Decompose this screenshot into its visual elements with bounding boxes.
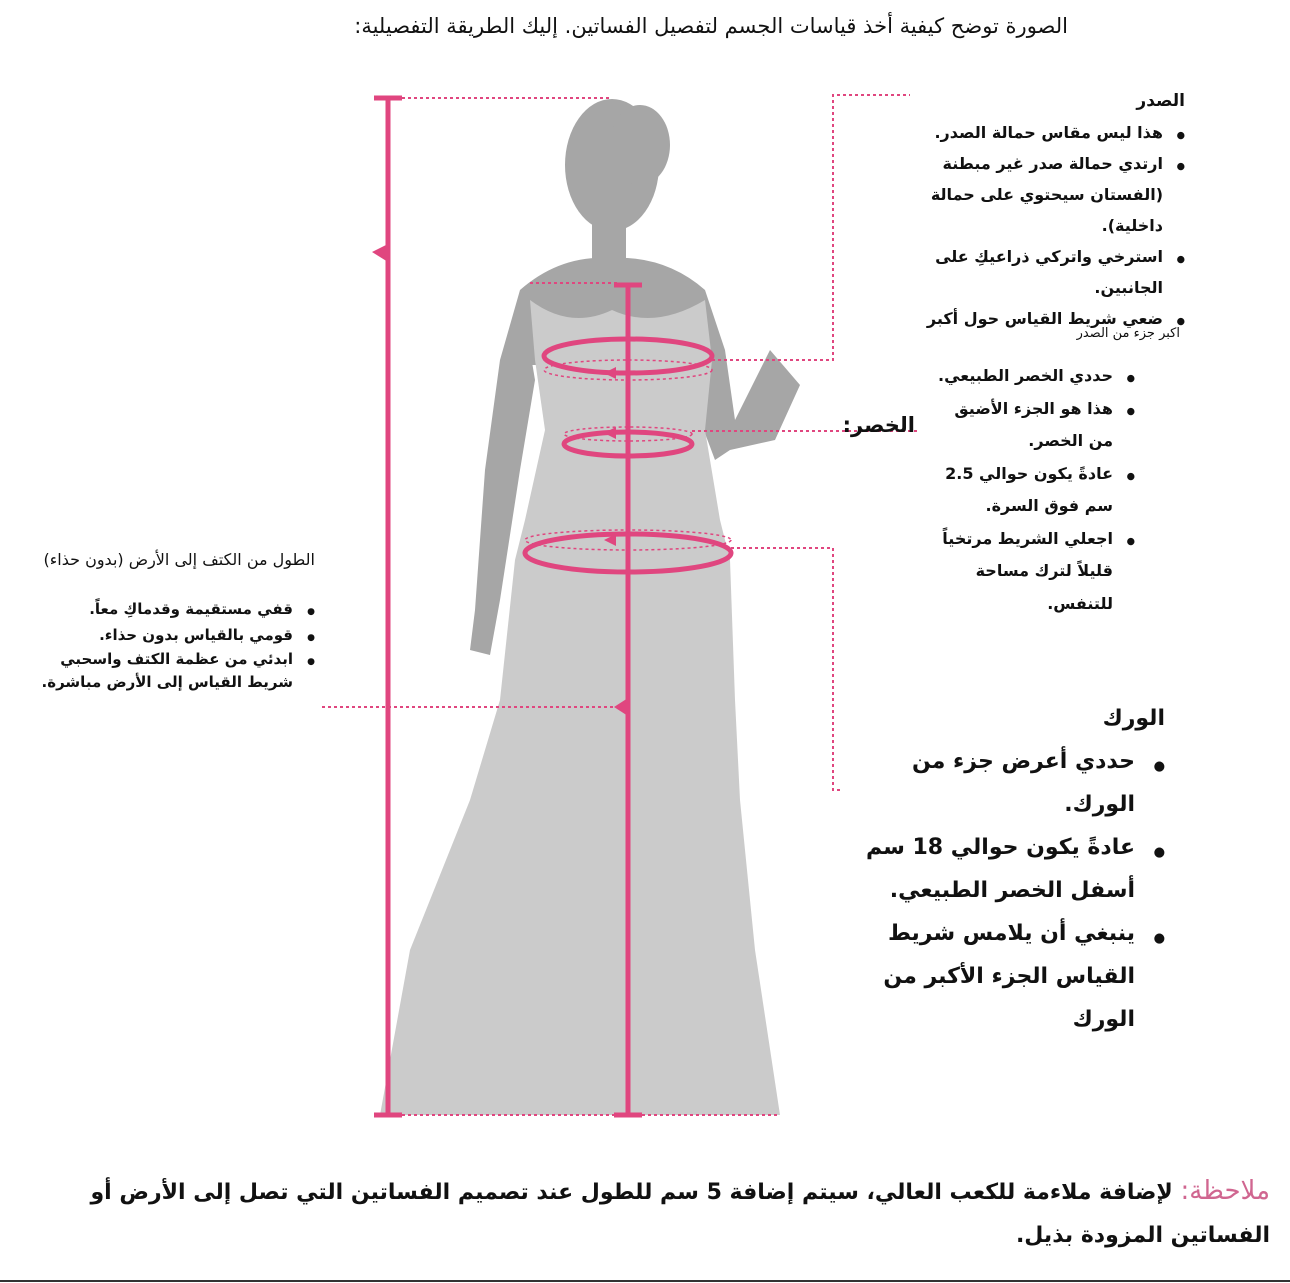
- list-item: ● حددي الخصر الطبيعي.: [930, 360, 1135, 393]
- list-item: ● هذا ليس مقاس حمالة الصدر.: [885, 117, 1185, 148]
- dress-silhouette: [380, 99, 800, 1115]
- list-item: ● عادةً يكون حوالي 18 سم أسفل الخصر الطبيعي.: [835, 826, 1165, 912]
- bust-leader-line: [712, 95, 910, 360]
- hip-list: [835, 740, 1165, 1041]
- note-section: [40, 1170, 1270, 1257]
- waist-section: [930, 360, 1135, 620]
- bust-list: [885, 117, 1185, 334]
- length-list: [15, 596, 315, 694]
- bust-section: [885, 86, 1185, 334]
- list-item: ● عادةً يكون حوالي 2.5 سم فوق السرة.: [930, 458, 1135, 523]
- height-arrow-icon: [372, 244, 388, 262]
- list-item: ● ارتدي حمالة صدر غير مبطنة (الفستان سيحتوي على حمالة داخلية).: [885, 148, 1185, 241]
- list-item: ● اجعلي الشريط مرتخياً قليلاً لترك مساحة للتنفس.: [930, 523, 1135, 621]
- list-item: ● قومي بالقياس بدون حذاء.: [15, 622, 315, 648]
- list-item: ● ينبغي أن يلامس شريط القياس الجزء الأكبر من الورك: [835, 912, 1165, 1041]
- waist-list: [930, 360, 1135, 620]
- hip-heading: الورك: [1102, 706, 1165, 731]
- list-item: ● استرخي واتركي ذراعيكِ على الجانبين.: [885, 241, 1185, 303]
- hair-bun-shape: [610, 105, 670, 185]
- list-item: ● قفي مستقيمة وقدماكِ معاً.: [15, 596, 315, 622]
- bust-heading: الصدر: [1136, 91, 1185, 111]
- length-heading: الطول من الكتف إلى الأرض (بدون حذاء): [43, 550, 315, 569]
- neck-shape: [592, 215, 626, 265]
- hip-section: [835, 697, 1165, 1041]
- list-item: ● ابدئي من عظمة الكتف واسحبي شريط القياس إلى الأرض مباشرة.: [15, 648, 315, 694]
- note-label: ملاحظة:: [1180, 1176, 1270, 1206]
- hip-leader-line: [731, 548, 842, 790]
- list-item: ● هذا هو الجزء الأضيق من الخصر.: [930, 393, 1135, 458]
- length-section: [15, 550, 315, 694]
- note-text: لإضافة ملاءمة للكعب العالي، سيتم إضافة 5 سم للطول عند تصميم الفساتين التي تصل إلى الأرض أو الفساتين المزودة بذيل.: [90, 1180, 1270, 1248]
- list-item: ● حددي أعرض جزء من الورك.: [835, 740, 1165, 826]
- page-title: الصورة توضح كيفية أخذ قياسات الجسم لتفصيل الفساتين. إليك الطريقة التفصيلية:: [354, 14, 1068, 38]
- list-item: ● ضعي شريط القياس حول أكبر: [885, 303, 1185, 334]
- bust-note: اكبر جزء من الصدر: [1076, 326, 1180, 341]
- waist-heading: الخصر:: [842, 413, 915, 437]
